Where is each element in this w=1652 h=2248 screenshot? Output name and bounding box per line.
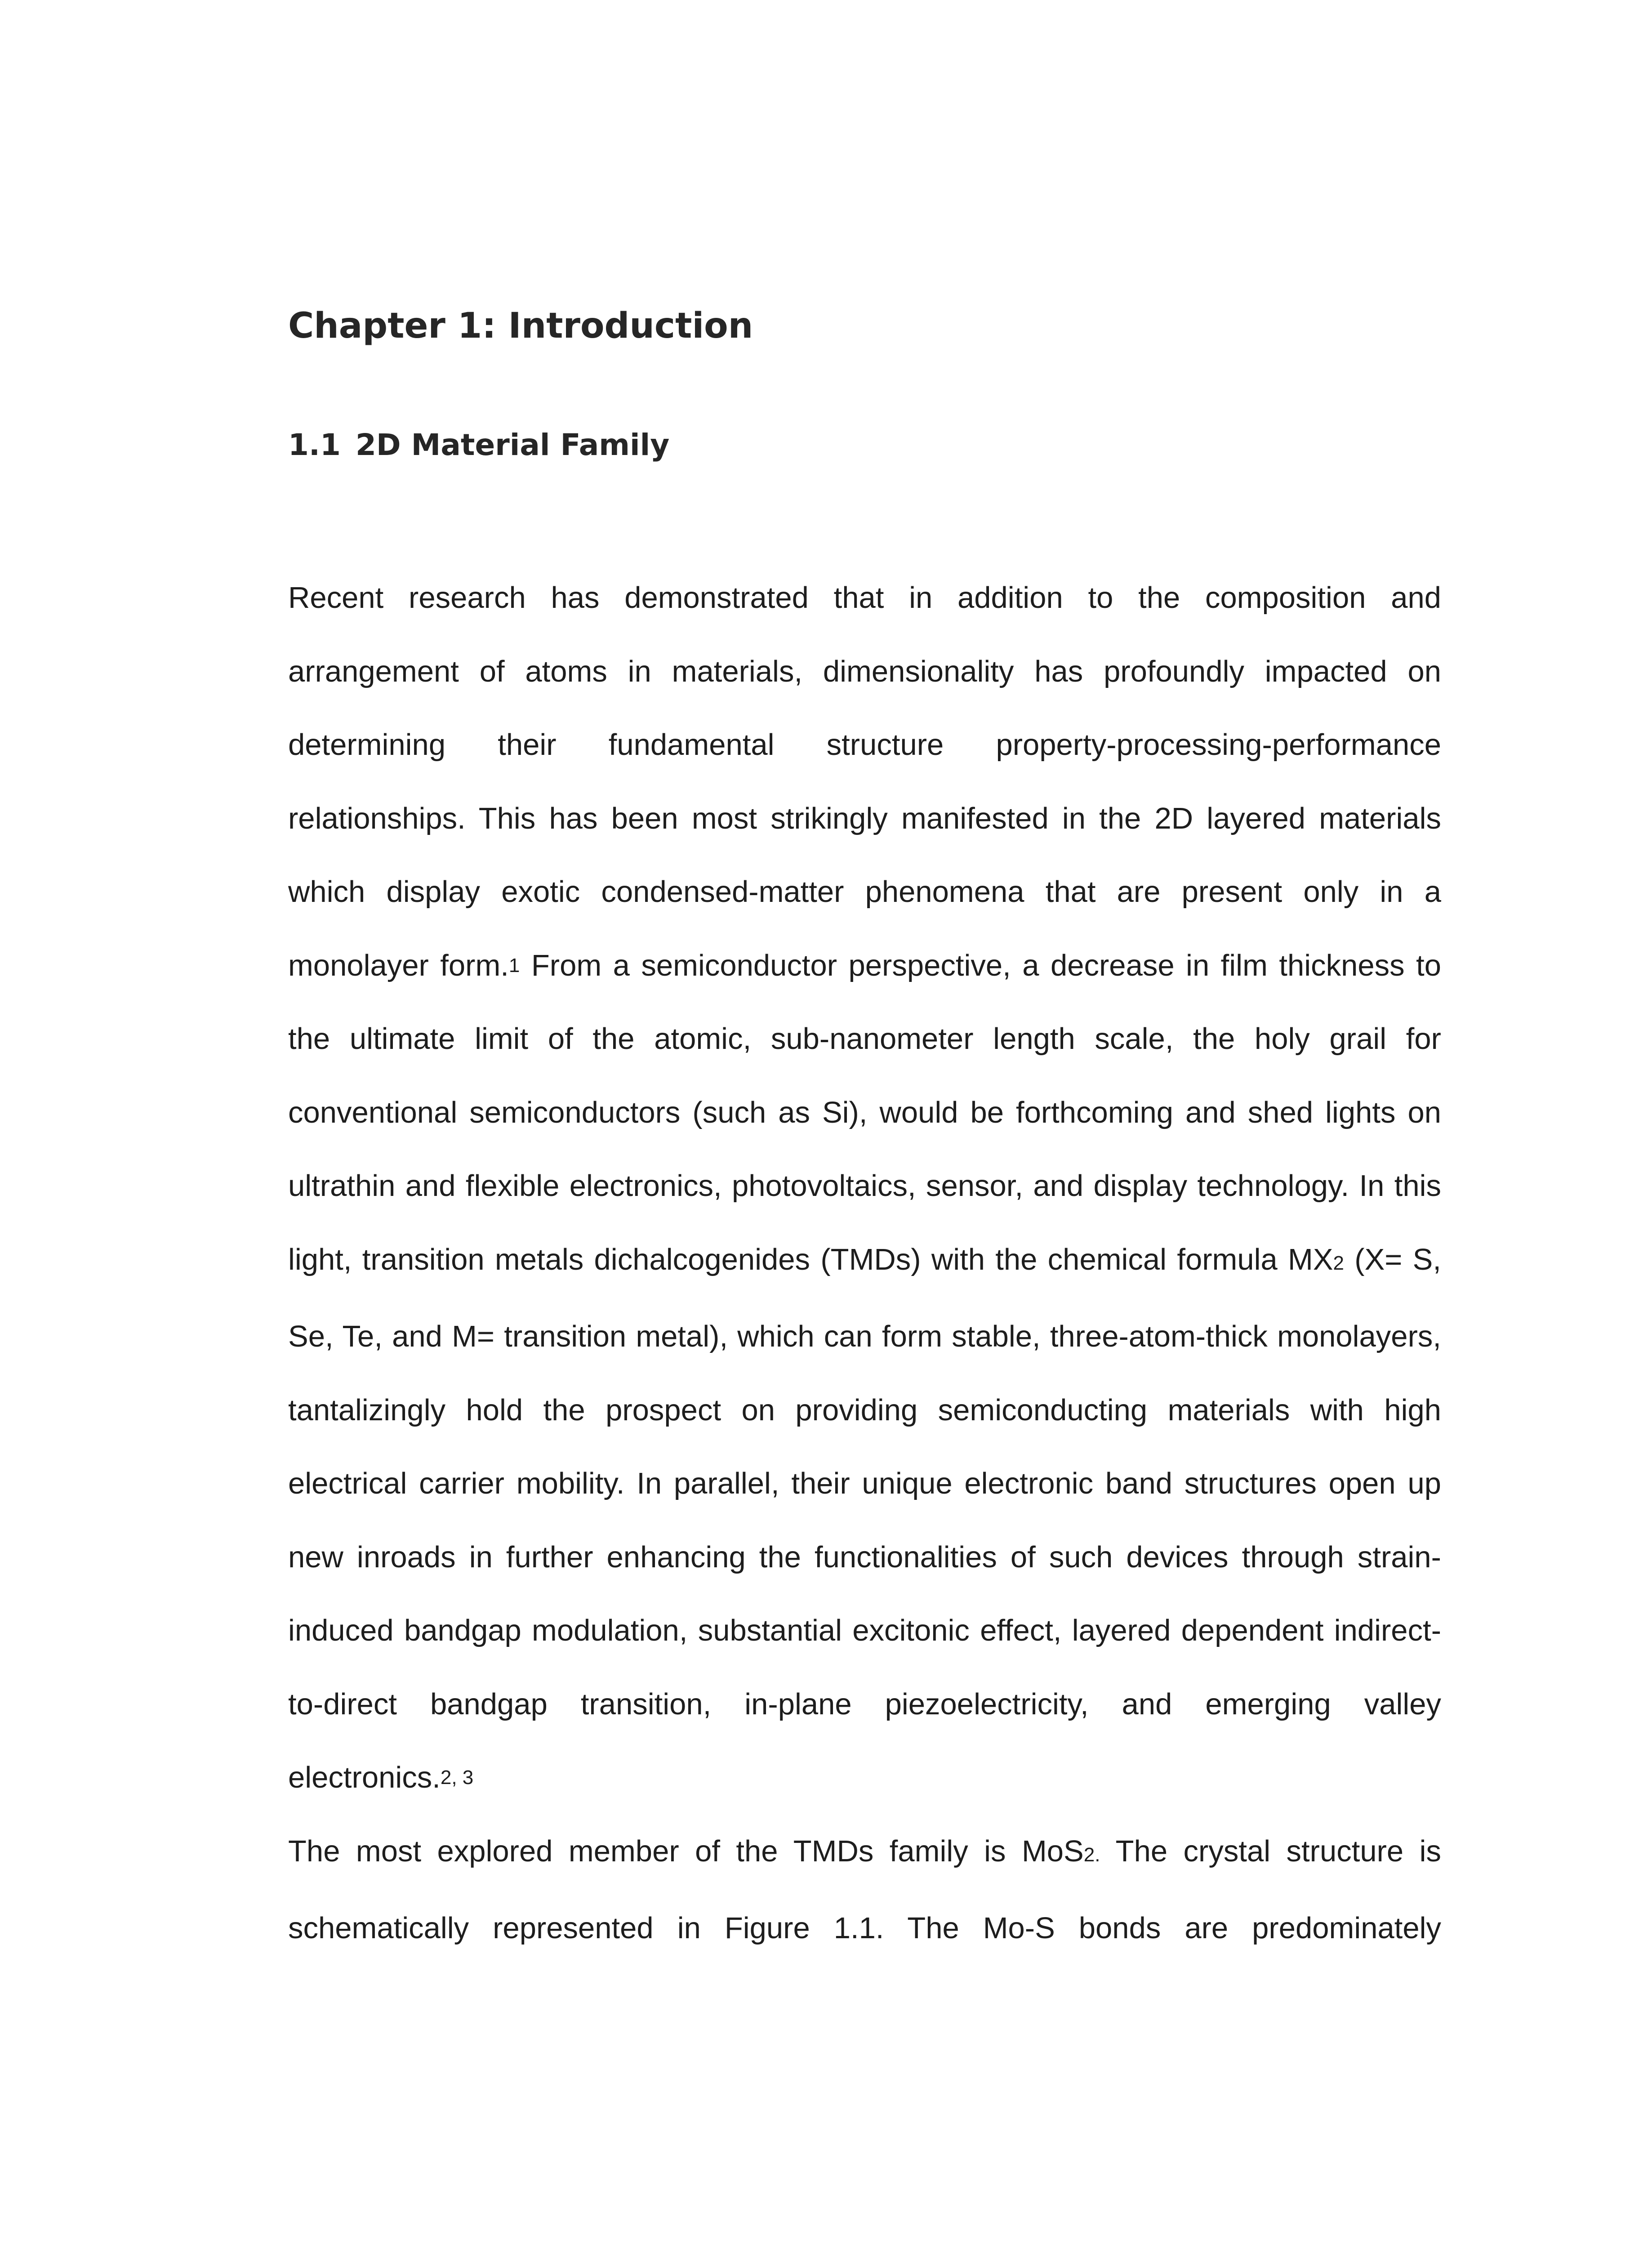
paragraph-1-text-b: From a semiconductor perspective, a decrease in film thickness to the ultimate limit of the atomic, sub-nanometer length scale, the holy grail for conventional semiconductors (such as Si), would be forthcoming and shed lights on ultrathin and flexible electronics, photovoltaics, sensor, and display technology. In this light, transition metals dichalcogenides (TMDs) with the chemical formula MX [288,948,1441,1276]
citation-ref-2-3: 2, 3 [440,1766,474,1789]
formula-subscript: 2 [1333,1252,1344,1274]
paragraph-2-text-b: The crystal structure is schematically represented in Figure 1.1. The Mo-S bonds are predominately [288,1834,1441,1945]
paragraph-2 [288,1815,1441,1965]
paragraph-1-text-a: Recent research has demonstrated that in addition to the composition and arrangement of atoms in materials, dimensionality has profoundly impacted on determining their fundamental structure property-processing-performance relationships. This has been most strikingly manifested in the 2D layered materials which display exotic condensed-matter phenomena that are present only in a monolayer form. [288,581,1441,982]
formula-subscript-mos2: 2. [1083,1843,1100,1866]
chapter-title: Chapter 1: Introduction [288,306,753,346]
section-title: 2D Material Family [356,428,670,462]
section-number: 1.1 [288,428,341,462]
paragraph-1-text-c: (X= S, Se, Te, and M= transition metal), which can form stable, three-atom-thick monolayers, tantalizingly hold the prospect on providing semiconducting materials with high electrical carrier mobility. In parallel, their unique electronic band structures open up new inroads in further enhancing the functionalities of such devices through strain-induced bandgap modulation, substantial excitonic effect, layered dependent indirect-to-direct bandgap transition, in-plane piezoelectricity, and emerging valley electronics. [288,1242,1441,1794]
section-heading [288,423,669,468]
body-text [288,561,1441,1965]
citation-ref-1: 1 [508,954,520,977]
paragraph-2-text-a: The most explored member of the TMDs family is MoS [288,1834,1084,1868]
paragraph-1 [288,561,1441,1815]
